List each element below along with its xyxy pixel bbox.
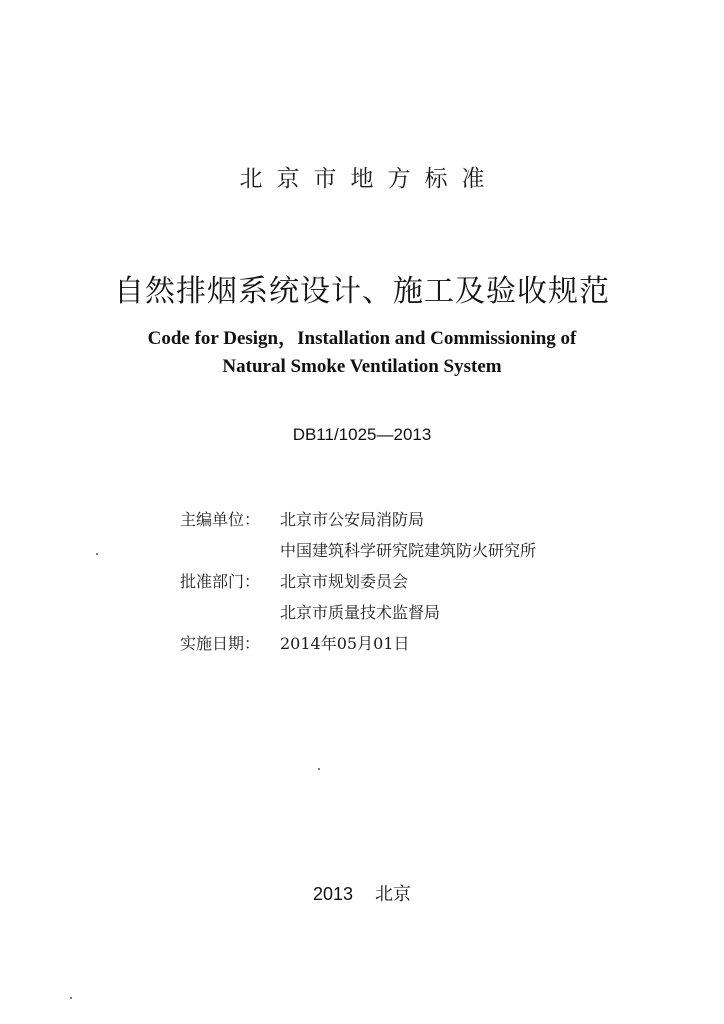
info-row-approver-2 bbox=[180, 601, 660, 632]
publication-info bbox=[180, 508, 660, 663]
publication-year: 2013 bbox=[312, 884, 354, 904]
info-label bbox=[180, 601, 280, 632]
scan-speck bbox=[96, 553, 98, 555]
info-row-editor-2 bbox=[180, 539, 660, 570]
info-row-effective-date bbox=[180, 632, 660, 663]
english-title bbox=[0, 325, 724, 381]
chinese-title: 自然排烟系统设计、施工及验收规范 bbox=[114, 274, 610, 309]
publication-footer bbox=[0, 880, 724, 906]
scan-speck bbox=[318, 768, 320, 770]
info-value: 2014年05月01日 bbox=[280, 634, 410, 653]
info-label: 批准部门： bbox=[180, 572, 261, 591]
info-label: 实施日期： bbox=[180, 634, 261, 653]
info-value: 北京市规划委员会 bbox=[280, 572, 409, 591]
standard-code-number: DB11/1025—2013 bbox=[292, 425, 432, 444]
info-value: 北京市公安局消防局 bbox=[280, 510, 425, 529]
english-title-line-2: Natural Smoke Ventilation System bbox=[222, 356, 502, 377]
info-label: 主编单位： bbox=[180, 510, 261, 529]
info-row-editor bbox=[180, 508, 660, 539]
info-value: 北京市质量技术监督局 bbox=[280, 603, 441, 622]
scan-speck bbox=[70, 997, 72, 999]
info-label bbox=[180, 539, 280, 570]
info-row-approver bbox=[180, 570, 660, 601]
info-value: 中国建筑科学研究院建筑防火研究所 bbox=[280, 541, 537, 560]
english-title-line-1: Code for Design，Installation and Commissioning of bbox=[147, 328, 577, 349]
publication-city: 北京 bbox=[375, 884, 412, 904]
standard-type-heading: 北京市地方标准 bbox=[239, 166, 499, 192]
